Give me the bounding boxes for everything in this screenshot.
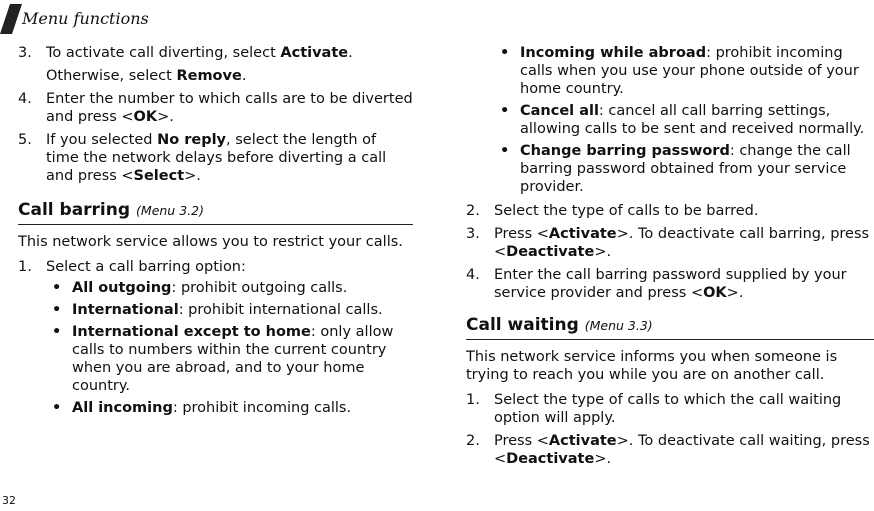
bullet-all-incoming: • All incoming: prohibit incoming calls.: [52, 400, 352, 416]
right-step-4: 4. Enter the call barring password supplied by your service provider and press <OK>.: [466, 267, 847, 301]
right-step-2: 2. Select the type of calls to be barred.: [466, 203, 759, 219]
step-3: 3. To activate call diverting, select Activate.: [18, 45, 353, 61]
bullet-all-outgoing: • All outgoing: prohibit outgoing calls.: [52, 280, 348, 296]
page-number: 32: [2, 494, 16, 507]
section-title: Call barring: [18, 200, 131, 220]
bullet-international-except-home: • International except to home: only allow calls to numbers within the current country when you are abroad, and to your home country.: [52, 324, 394, 394]
step-4: 4. Enter the number to which calls are to be diverted and press <OK>.: [18, 91, 413, 125]
cw-step-1: 1. Select the type of calls to which the call waiting option will apply.: [466, 392, 842, 426]
step-1: 1. Select a call barring option:: [18, 259, 246, 275]
header-bar-graphic: [0, 4, 22, 34]
step-5: 5. If you selected No reply, select the length of time the network delays before diverting a call and press <Select>.: [18, 132, 387, 184]
section-divider: [466, 339, 874, 340]
header-title: Menu functions: [22, 9, 149, 28]
call-waiting-intro: This network service informs you when someone is trying to reach you while you are on another call.: [466, 349, 838, 383]
step-otherwise: Otherwise, select Remove.: [46, 68, 247, 84]
call-barring-intro: This network service allows you to restrict your calls.: [18, 234, 403, 250]
right-step-3: 3. Press <Activate>. To deactivate call barring, press <Deactivate>.: [466, 226, 870, 260]
cw-step-2: 2. Press <Activate>. To deactivate call waiting, press <Deactivate>.: [466, 433, 870, 467]
page-header: [0, 0, 874, 34]
bullet-change-barring-password: • Change barring password: change the call barring password obtained from your service provider.: [500, 143, 851, 195]
section-title: Call waiting: [466, 315, 579, 335]
bullet-international: • International: prohibit international calls.: [52, 302, 383, 318]
left-column: [18, 40, 413, 417]
section-divider: [18, 224, 413, 225]
section-menu-ref: (Menu 3.2): [136, 203, 204, 218]
bullet-incoming-while-abroad: • Incoming while abroad: prohibit incoming calls when you use your phone outside of your home country.: [500, 45, 859, 97]
bullet-cancel-all: • Cancel all: cancel all call barring settings, allowing calls to be sent and received normally.: [500, 103, 865, 137]
right-column: [466, 40, 874, 468]
section-call-barring: [18, 201, 413, 225]
section-menu-ref: (Menu 3.3): [584, 318, 653, 333]
section-call-waiting: [466, 316, 874, 340]
